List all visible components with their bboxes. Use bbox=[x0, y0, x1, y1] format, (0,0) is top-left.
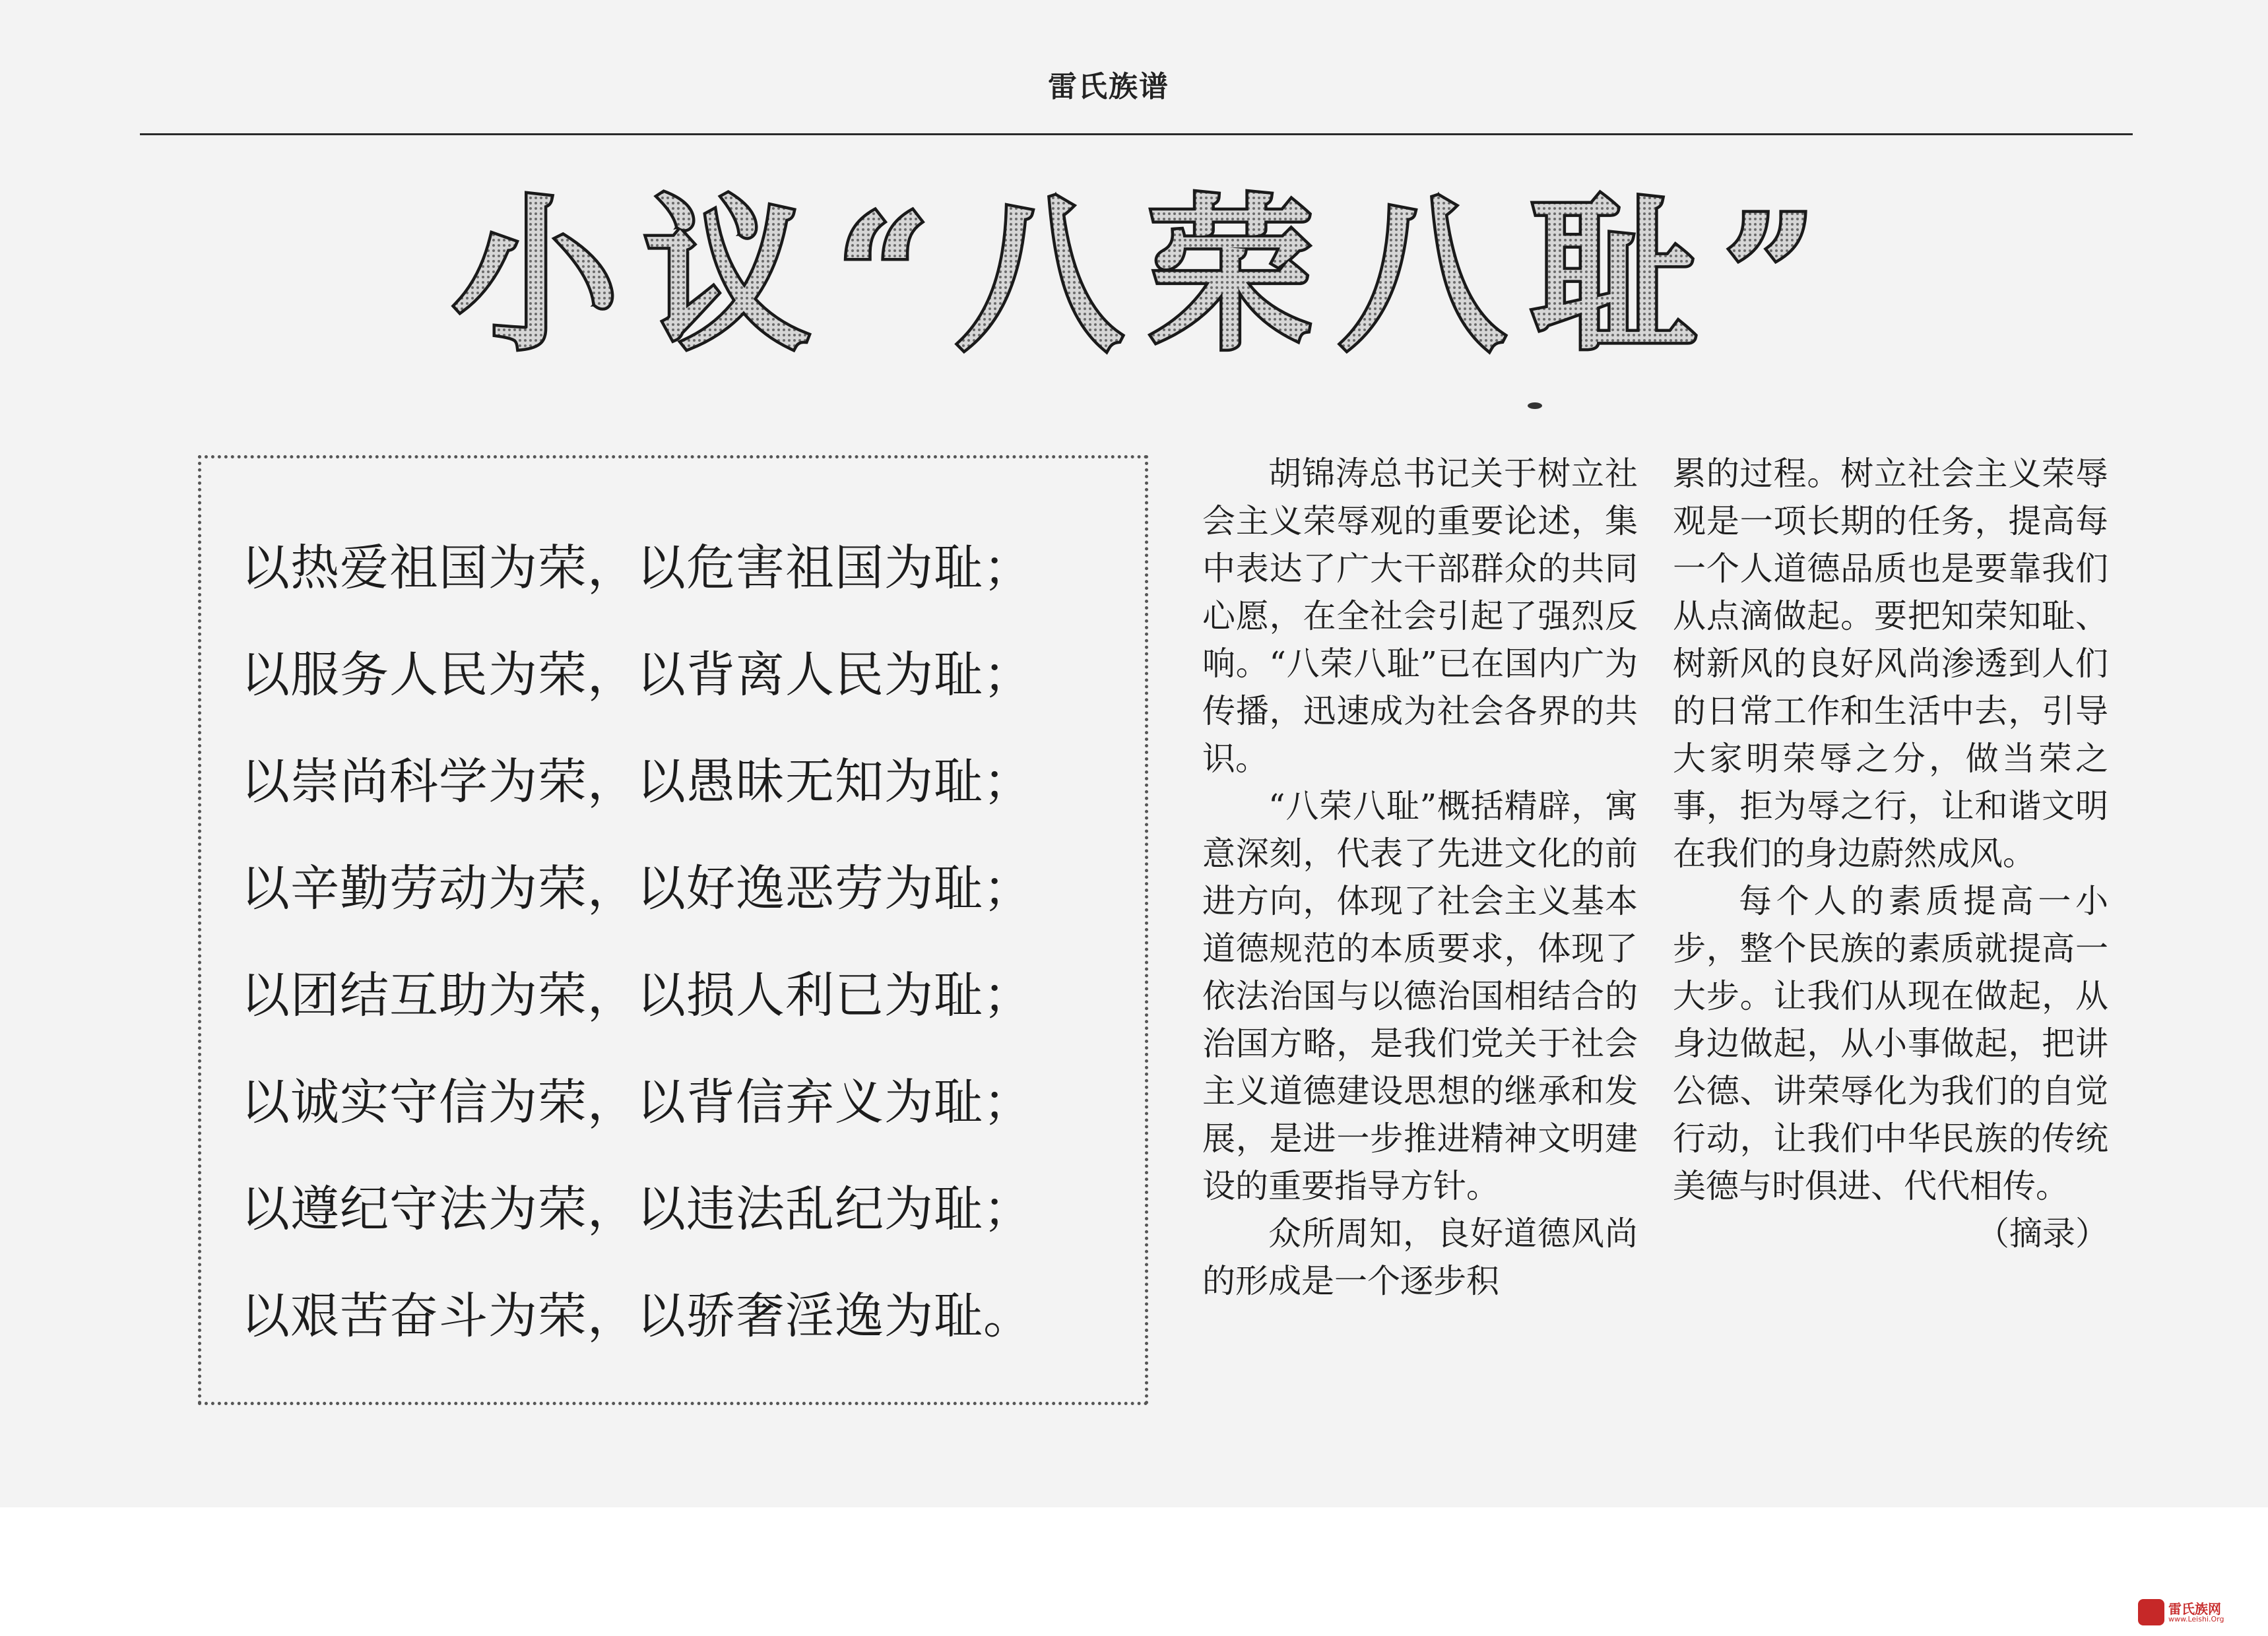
motto-line: 以热爱祖国为荣，以危害祖国为耻； bbox=[241, 540, 1033, 596]
attribution: （摘录） bbox=[1976, 1214, 2108, 1253]
motto-line: 以艰苦奋斗为荣，以骄奢淫逸为耻。 bbox=[241, 1288, 1033, 1344]
running-header: 雷氏族谱 bbox=[1048, 70, 1169, 104]
motto-line: 以服务人民为荣，以背离人民为耻； bbox=[241, 646, 1033, 703]
ink-smudge bbox=[1528, 402, 1542, 409]
article-column-1 bbox=[1202, 450, 1638, 1305]
title-art bbox=[370, 185, 1927, 363]
motto-line: 以遵纪守法为荣，以违法乱纪为耻； bbox=[241, 1181, 1033, 1238]
paragraph: “八荣八耻”概括精辟，寓意深刻，代表了先进文化的前进方向，体现了社会主义基本道德规范的本质要求，体现了依法治国与以德治国相结合的治国方略，是我们党关于社会主义道德建设思想的继承和发展，是进一步推进精神文明建设的重要指导方针。 bbox=[1202, 787, 1638, 1205]
seal-icon bbox=[2138, 1599, 2164, 1625]
motto-list bbox=[241, 515, 1138, 1369]
article-title-text: 小议“八荣八耻” bbox=[453, 185, 1844, 363]
watermark-text bbox=[2168, 1602, 2224, 1623]
motto-line: 以团结互助为荣，以损人利已为耻； bbox=[241, 967, 1033, 1024]
paragraph: 每个人的素质提高一小步，整个民族的素质就提高一大步。让我们从现在做起，从身边做起，从小事做起，把讲公德、讲荣辱化为我们的自觉行动，让我们中华民族的传统美德与时俱进、代代相传。 bbox=[1673, 882, 2108, 1205]
watermark-site: www.Leishi.Org bbox=[2168, 1614, 2224, 1623]
paragraph: 众所周知，良好道德风尚的形成是一个逐步积 bbox=[1202, 1214, 1638, 1300]
article-column-2 bbox=[1673, 450, 2108, 1257]
header-rule bbox=[140, 133, 2133, 135]
paragraph-continued: 累的过程。树立社会主义荣辱观是一项长期的任务，提高每一个人道德品质也是要靠我们从点滴做起。要把知荣知耻、树新风的良好风尚渗透到人们的日常工作和生活中去，引导大家明荣辱之分，做当荣之事，拒为辱之行，让和谐文明在我们的身边蔚然成风。 bbox=[1673, 455, 2108, 873]
motto-line: 以辛勤劳动为荣，以好逸恶劳为耻； bbox=[241, 860, 1033, 917]
watermark-logo bbox=[2138, 1596, 2244, 1628]
paragraph: 胡锦涛总书记关于树立社会主义荣辱观的重要论述，集中表达了广大干部群众的共同心愿，在全社会引起了强烈反响。“八荣八耻”已在国内广为传播，迅速成为社会各界的共识。 bbox=[1202, 455, 1638, 778]
article-title bbox=[370, 185, 1927, 363]
motto-line: 以崇尚科学为荣，以愚昧无知为耻； bbox=[241, 753, 1033, 810]
watermark-name: 雷氏族网 bbox=[2168, 1600, 2221, 1617]
motto-line: 以诚实守信为荣，以背信弃义为耻； bbox=[241, 1074, 1033, 1131]
